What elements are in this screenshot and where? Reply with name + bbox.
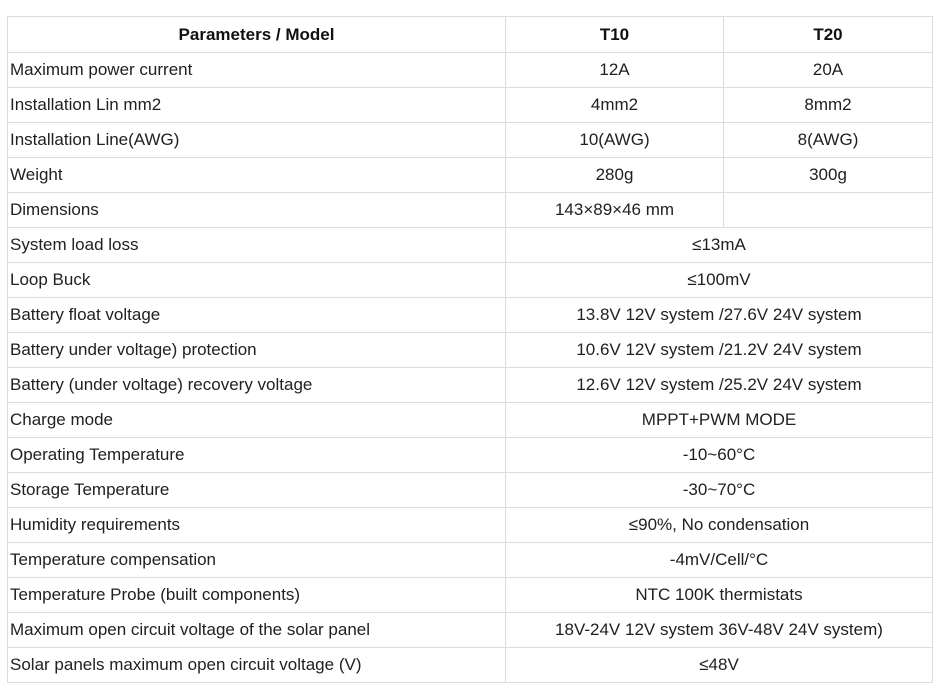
table-row bbox=[8, 508, 933, 543]
t10-value-cell: 280g bbox=[506, 158, 724, 193]
param-cell: Battery (under voltage) recovery voltage bbox=[8, 368, 506, 403]
param-cell: Installation Lin mm2 bbox=[8, 88, 506, 123]
param-cell: Battery float voltage bbox=[8, 298, 506, 333]
header-cell-t10: T10 bbox=[506, 17, 724, 53]
t20-value-cell: 8(AWG) bbox=[724, 123, 933, 158]
t10-value-cell: 12A bbox=[506, 53, 724, 88]
t20-value-cell: 300g bbox=[724, 158, 933, 193]
merged-value-cell: -4mV/Cell/°C bbox=[506, 543, 933, 578]
table-row bbox=[8, 578, 933, 613]
t20-value-cell-empty bbox=[724, 193, 933, 228]
table-row bbox=[8, 438, 933, 473]
t20-value-cell: 20A bbox=[724, 53, 933, 88]
t10-value-cell: 4mm2 bbox=[506, 88, 724, 123]
param-cell: Battery under voltage) protection bbox=[8, 333, 506, 368]
table-row bbox=[8, 53, 933, 88]
param-cell: Humidity requirements bbox=[8, 508, 506, 543]
header-row bbox=[8, 17, 933, 53]
table-row bbox=[8, 123, 933, 158]
table-row bbox=[8, 263, 933, 298]
table-row bbox=[8, 158, 933, 193]
merged-value-cell: ≤13mA bbox=[506, 228, 933, 263]
merged-value-cell: ≤90%, No condensation bbox=[506, 508, 933, 543]
merged-value-cell: -30~70°C bbox=[506, 473, 933, 508]
table-row bbox=[8, 228, 933, 263]
param-cell: Storage Temperature bbox=[8, 473, 506, 508]
table-row bbox=[8, 193, 933, 228]
merged-value-cell: 13.8V 12V system /27.6V 24V system bbox=[506, 298, 933, 333]
merged-value-cell: 10.6V 12V system /21.2V 24V system bbox=[506, 333, 933, 368]
param-cell: Dimensions bbox=[8, 193, 506, 228]
merged-value-cell: -10~60°C bbox=[506, 438, 933, 473]
t10-value-cell: 10(AWG) bbox=[506, 123, 724, 158]
spec-table bbox=[7, 16, 933, 683]
param-cell: Maximum open circuit voltage of the solar panel bbox=[8, 613, 506, 648]
merged-value-cell: 18V-24V 12V system 36V-48V 24V system) bbox=[506, 613, 933, 648]
table-row bbox=[8, 368, 933, 403]
table-row bbox=[8, 473, 933, 508]
merged-value-cell: 12.6V 12V system /25.2V 24V system bbox=[506, 368, 933, 403]
param-cell: Charge mode bbox=[8, 403, 506, 438]
table-row bbox=[8, 298, 933, 333]
table-row bbox=[8, 543, 933, 578]
t10-value-cell: 143×89×46 mm bbox=[506, 193, 724, 228]
param-cell: Installation Line(AWG) bbox=[8, 123, 506, 158]
header-cell-parameters: Parameters / Model bbox=[8, 17, 506, 53]
param-cell: System load loss bbox=[8, 228, 506, 263]
param-cell: Weight bbox=[8, 158, 506, 193]
merged-value-cell: MPPT+PWM MODE bbox=[506, 403, 933, 438]
param-cell: Temperature Probe (built components) bbox=[8, 578, 506, 613]
param-cell: Maximum power current bbox=[8, 53, 506, 88]
param-cell: Solar panels maximum open circuit voltage (V) bbox=[8, 648, 506, 683]
param-cell: Temperature compensation bbox=[8, 543, 506, 578]
table-row bbox=[8, 648, 933, 683]
merged-value-cell: ≤48V bbox=[506, 648, 933, 683]
t20-value-cell: 8mm2 bbox=[724, 88, 933, 123]
table-row bbox=[8, 88, 933, 123]
table-row bbox=[8, 333, 933, 368]
table-row bbox=[8, 613, 933, 648]
param-cell: Loop Buck bbox=[8, 263, 506, 298]
merged-value-cell: ≤100mV bbox=[506, 263, 933, 298]
table-row bbox=[8, 403, 933, 438]
merged-value-cell: NTC 100K thermistats bbox=[506, 578, 933, 613]
param-cell: Operating Temperature bbox=[8, 438, 506, 473]
header-cell-t20: T20 bbox=[724, 17, 933, 53]
